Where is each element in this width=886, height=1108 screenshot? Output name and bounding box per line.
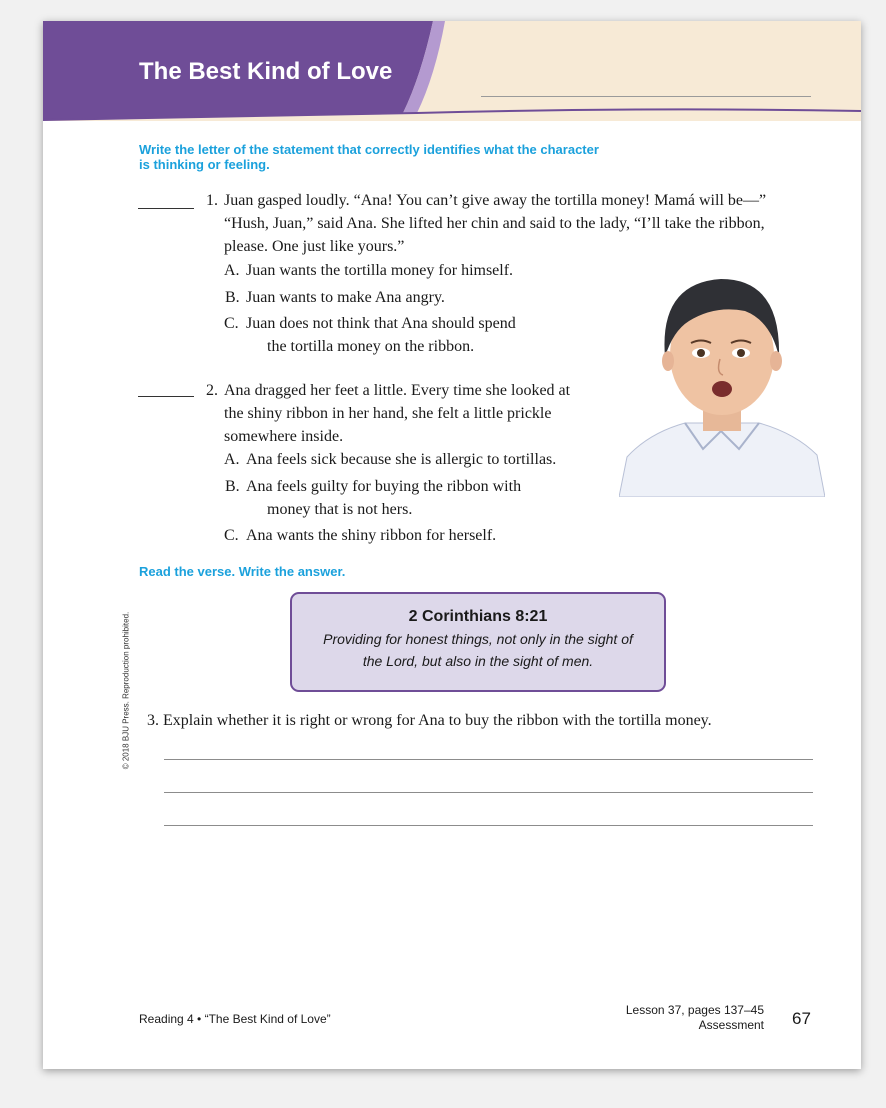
option-2b-line: Ana feels guilty for buying the ribbon with <box>246 478 522 495</box>
answer-line-2[interactable] <box>164 792 813 793</box>
option-1c-text <box>246 312 516 358</box>
option-2b-letter: B. <box>225 478 240 495</box>
option-1c-letter: C. <box>224 315 239 332</box>
question-1-line: Juan gasped loudly. “Ana! You can’t give away the tortilla money! Mamá will be—” <box>224 192 767 209</box>
verse-box <box>290 592 666 692</box>
answer-blank-1[interactable] <box>138 208 194 209</box>
name-line[interactable] <box>481 96 811 97</box>
footer-left: Reading 4 • “The Best Kind of Love” <box>139 1012 331 1026</box>
question-3 <box>147 709 847 732</box>
option-2b-text <box>246 475 521 521</box>
option-1b-letter: B. <box>225 289 240 306</box>
question-1-number: 1. <box>206 192 218 209</box>
verse-reference: 2 Corinthians 8:21 <box>408 608 548 625</box>
instructions-1 <box>139 142 599 172</box>
instructions-1-line1: Write the letter of the statement that correctly identifies what the character <box>139 142 599 157</box>
question-2-line: Ana dragged her feet a little. Every time she looked at <box>224 382 571 399</box>
worksheet-page <box>43 21 861 1069</box>
header-banner <box>43 21 861 121</box>
verse-line: Providing for honest things, not only in the sight of <box>323 631 633 647</box>
option-2c-letter: C. <box>224 527 239 544</box>
question-2-line: somewhere inside. <box>224 428 344 445</box>
verse-text <box>292 628 664 672</box>
option-1b-text: Juan wants to make Ana angry. <box>246 289 445 306</box>
option-2a-text: Ana feels sick because she is allergic to tortillas. <box>246 451 557 468</box>
footer-right <box>626 1003 764 1033</box>
option-2c-text: Ana wants the shiny ribbon for herself. <box>246 527 497 544</box>
option-1a-letter: A. <box>224 262 240 279</box>
copyright-notice: © 2018 BJU Press. Reproduction prohibited. <box>121 611 131 770</box>
instructions-2: Read the verse. Write the answer. <box>139 564 346 579</box>
option-1a-text: Juan wants the tortilla money for himself. <box>246 262 514 279</box>
footer-assessment: Assessment <box>698 1018 764 1032</box>
answer-blank-2[interactable] <box>138 396 194 397</box>
option-1c-line: Juan does not think that Ana should spend <box>246 315 516 332</box>
page-title: The Best Kind of Love <box>139 58 393 85</box>
question-2-number: 2. <box>206 382 218 399</box>
option-1c-line: the tortilla money on the ribbon. <box>267 338 475 355</box>
verse-line: the Lord, but also in the sight of men. <box>362 653 594 669</box>
question-1-text <box>224 189 824 258</box>
option-2b-line: money that is not hers. <box>267 501 413 518</box>
question-3-text: Explain whether it is right or wrong for Ana to buy the ribbon with the tortilla money. <box>163 712 712 729</box>
instructions-1-line2: is thinking or feeling. <box>139 157 270 172</box>
footer-lesson: Lesson 37, pages 137–45 <box>625 1003 764 1017</box>
question-2-line: the shiny ribbon in her hand, she felt a little prickle <box>224 405 552 422</box>
answer-line-1[interactable] <box>164 759 813 760</box>
question-1-line: “Hush, Juan,” said Ana. She lifted her chin and said to the lady, “I’ll take the ribbon, <box>224 215 765 232</box>
page-number: 67 <box>792 1009 811 1028</box>
option-2a-letter: A. <box>224 451 240 468</box>
answer-line-3[interactable] <box>164 825 813 826</box>
question-3-number: 3. <box>147 712 159 729</box>
question-1-line: please. One just like yours.” <box>224 238 405 255</box>
boy-illustration <box>619 265 825 497</box>
question-2-text <box>224 379 624 448</box>
